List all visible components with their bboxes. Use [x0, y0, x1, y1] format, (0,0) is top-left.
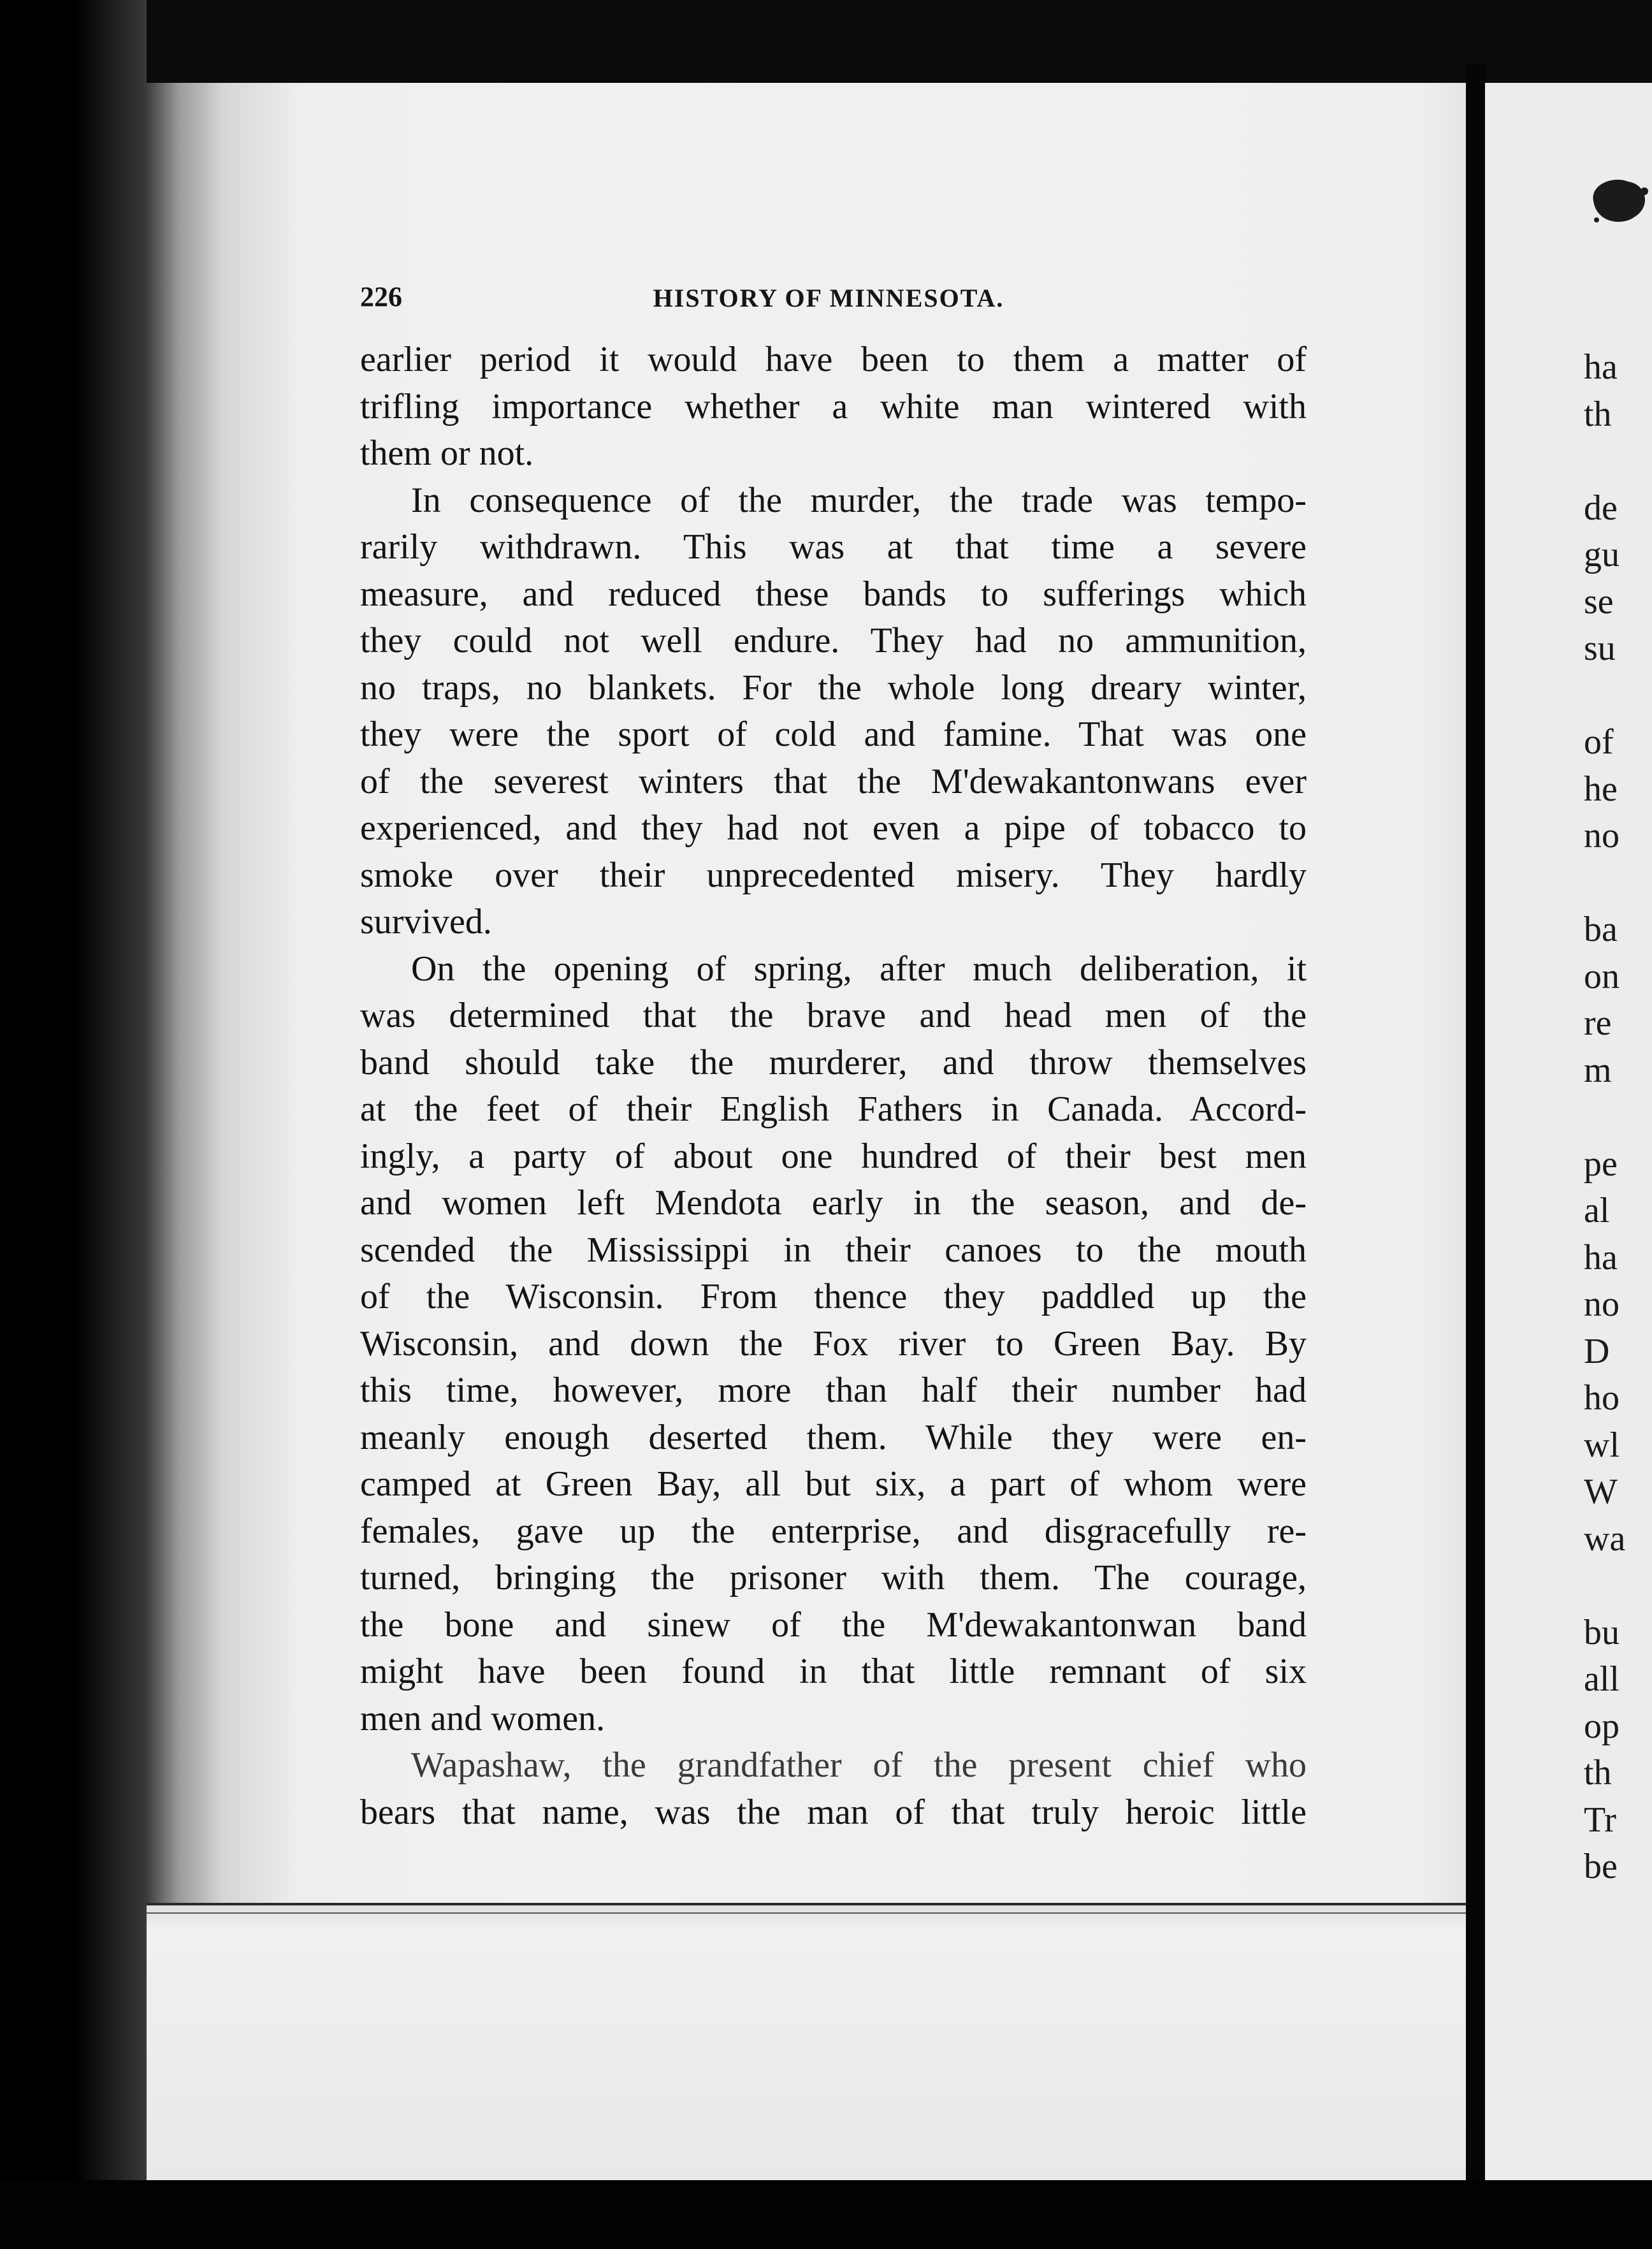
facing-page-fragment: bu [1584, 1612, 1619, 1652]
text-line: ingly, a party of about one hundred of their best men [360, 1136, 1307, 1176]
paragraph-start-line: Wapashaw, the grandfather of the present chief who [411, 1745, 1307, 1785]
scan-top-border [0, 0, 1652, 89]
text-line: at the feet of their English Fathers in Canada. Accord- [360, 1089, 1307, 1129]
text-line: scended the Mississippi in their canoes to the mouth [360, 1230, 1307, 1270]
facing-page-fragment: no [1584, 816, 1619, 855]
facing-page-fragment: he [1584, 769, 1618, 809]
facing-page-gap [1584, 1562, 1625, 1610]
facing-page-fragment: ha [1584, 1237, 1618, 1277]
facing-page-fragment: th [1584, 394, 1612, 434]
text-line: trifling importance whether a white man wintered with [360, 386, 1307, 426]
page-bottom-margin [147, 1903, 1475, 2180]
facing-page-fragment: se [1584, 581, 1614, 622]
facing-page-fragment: all [1584, 1659, 1619, 1699]
facing-page-fragment: de [1584, 488, 1618, 528]
text-line: they were the sport of cold and famine. That was one [360, 715, 1307, 754]
text-line: survived. [360, 902, 492, 942]
text-line: was determined that the brave and head men of the [360, 996, 1307, 1035]
text-line: of the Wisconsin. From thence they paddled up the [360, 1277, 1307, 1316]
facing-page-fragment: Tr [1584, 1800, 1616, 1840]
scan-bottom-border [0, 2180, 1652, 2249]
facing-page-fragment: wa [1584, 1518, 1626, 1559]
text-line: experienced, and they had not even a pipe of tobacco to [360, 808, 1307, 848]
text-line: smoke over their unprecedented misery. They hardly [360, 855, 1307, 895]
text-line: this time, however, more than half their number had [360, 1371, 1307, 1410]
facing-page-gap [1584, 673, 1625, 720]
text-line: them or not. [360, 433, 534, 473]
facing-page [1485, 83, 1652, 2180]
paragraph-start-line: In consequence of the murder, the trade was tempo- [411, 480, 1307, 520]
text-line: the bone and sinew of the M'dewakantonwan band [360, 1605, 1307, 1645]
facing-page-fragment: ba [1584, 910, 1618, 949]
facing-page-gap [1584, 438, 1625, 485]
text-line: turned, bringing the prisoner with them. The courage, [360, 1558, 1307, 1598]
facing-page-fragment: be [1584, 1847, 1618, 1886]
text-line: might have been found in that little remnant of six [360, 1652, 1307, 1691]
text-line: meanly enough deserted them. While they were en- [360, 1417, 1307, 1457]
facing-page-fragment: of [1584, 722, 1614, 762]
text-line: men and women. [360, 1698, 605, 1738]
text-line: Wisconsin, and down the Fox river to Green Bay. By [360, 1323, 1307, 1364]
facing-page-fragment: pe [1584, 1144, 1618, 1184]
text-line: females, gave up the enterprise, and disgracefully re- [360, 1511, 1307, 1551]
page-header [360, 280, 1297, 325]
text-line: measure, and reduced these bands to sufferings which [360, 574, 1307, 614]
facing-page-fragment: re [1584, 1003, 1612, 1043]
text-line: bears that name, was the man of that truly heroic little [360, 1792, 1307, 1832]
facing-page-fragment: gu [1584, 535, 1619, 574]
text-line: they could not well endure. They had no ammunition, [360, 621, 1307, 660]
text-line: earlier period it would have been to them a matter of [360, 340, 1307, 379]
text-line: rarily withdrawn. This was at that time a severe [360, 527, 1307, 567]
page-number: 226 [360, 281, 402, 312]
facing-page-fragment: W [1584, 1472, 1618, 1511]
facing-page-fragment: no [1584, 1285, 1619, 1324]
facing-page-gap [1584, 1094, 1625, 1141]
facing-page-fragment: th [1584, 1753, 1612, 1793]
facing-page-fragment: ho [1584, 1378, 1619, 1418]
ink-blot-icon [1584, 172, 1652, 229]
paragraph-start-line: On the opening of spring, after much deliberation, it [411, 949, 1307, 989]
text-line: of the severest winters that the M'dewakantonwans ever [360, 761, 1307, 801]
facing-page-fragment: al [1584, 1191, 1610, 1230]
facing-page-fragment: D [1584, 1331, 1610, 1371]
text-line: camped at Green Bay, all but six, a part of whom were [360, 1464, 1307, 1504]
facing-page-fragment: m [1584, 1050, 1612, 1090]
scan-left-shadow [0, 0, 147, 2249]
running-head: HISTORY OF MINNESOTA. [653, 284, 1004, 312]
facing-page-gap [1584, 860, 1625, 907]
facing-page-fragment: op [1584, 1706, 1619, 1746]
facing-page-text [1584, 344, 1625, 1891]
facing-page-fragment: ha [1584, 347, 1618, 387]
facing-page-fragment: wl [1584, 1425, 1619, 1465]
facing-page-fragment: on [1584, 956, 1619, 996]
text-line: no traps, no blankets. For the whole long dreary winter, [360, 667, 1307, 708]
scan-edge-line-thin [147, 1912, 1652, 1914]
text-line: band should take the murderer, and throw themselves [360, 1042, 1307, 1082]
scan-edge-line [147, 1903, 1652, 1905]
book-gutter [1466, 64, 1486, 2187]
facing-page-fragment: su [1584, 629, 1616, 668]
body-text [360, 337, 1307, 1836]
text-line: and women left Mendota early in the season, and de- [360, 1183, 1307, 1223]
